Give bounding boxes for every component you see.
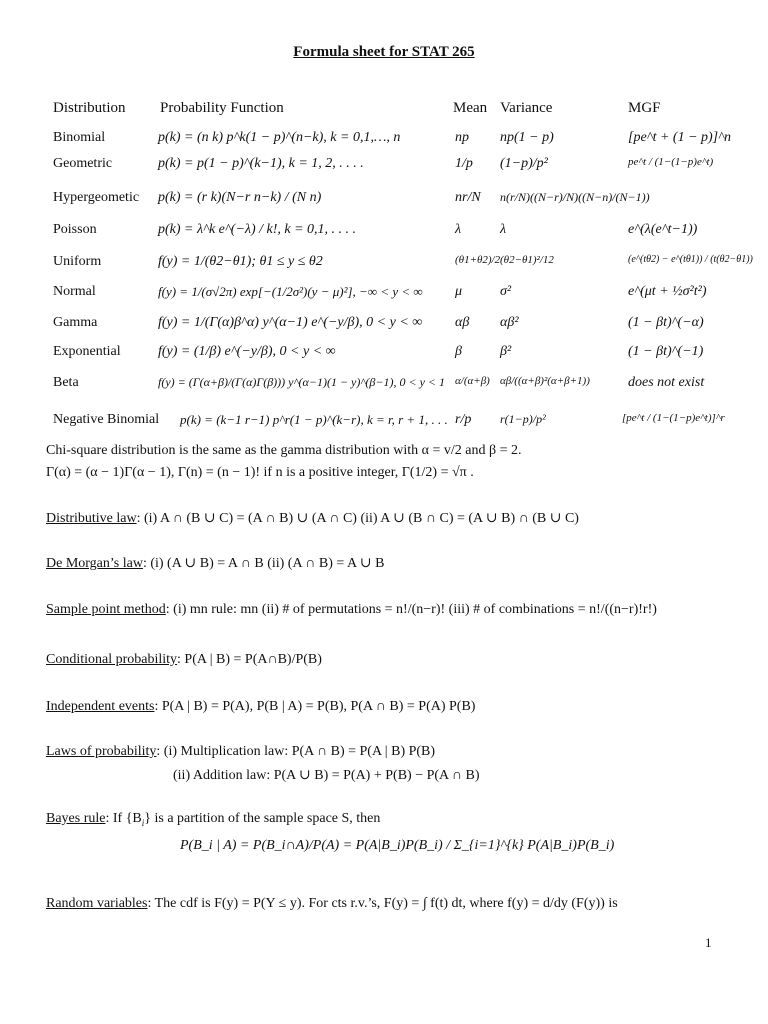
bayes-formula: P(B_i | A) = P(B_i∩A)/P(A) = P(A|B_i)P(B_i) / Σ_{i=1}^{k} P(A|B_i)P(B_i) xyxy=(180,838,615,853)
laws-of-probability xyxy=(46,744,435,760)
row-prob-beta: f(y) = (Γ(α+β)/(Γ(α)Γ(β))) y^(α−1)(1 − y)^(β−1), 0 < y < 1 xyxy=(158,375,446,389)
sample-point-method xyxy=(46,602,657,618)
row-prob-binomial: p(k) = (n k) p^k(1 − p)^(n−k), k = 0,1,…, n xyxy=(158,130,401,145)
row-mgf-poisson: e^(λ(e^t−1)) xyxy=(628,222,698,237)
header-mean: Mean xyxy=(453,100,488,116)
laws-of-probability-text: : (i) Multiplication law: P(A ∩ B) = P(A | B) P(B) xyxy=(156,744,436,759)
bayes-rule-text: : If {B xyxy=(105,811,142,826)
row-name-negative-binomial: Negative Binomial xyxy=(53,412,160,427)
row-name-exponential: Exponential xyxy=(53,344,121,359)
row-prob-poisson: p(k) = λ^k e^(−λ) / k!, k = 0,1, . . . . xyxy=(158,222,357,237)
conditional-probability-text: : P(A | B) = P(A∩B)/P(B) xyxy=(177,652,322,667)
row-prob-negative-binomial: p(k) = (k−1 r−1) p^r(1 − p)^(k−r), k = r, r + 1, . . . xyxy=(180,412,448,427)
gamma-function-note: Γ(α) = (α − 1)Γ(α − 1), Γ(n) = (n − 1)! if n is a positive integer, Γ(1/2) = √π . xyxy=(46,465,474,480)
independent-events-label: Independent events xyxy=(46,699,155,714)
row-mean-beta: α/(α+β) xyxy=(455,375,490,387)
row-mgf-gamma: (1 − βt)^(−α) xyxy=(628,315,704,330)
row-name-gamma: Gamma xyxy=(53,315,98,330)
row-mgf-binomial: [pe^t + (1 − p)]^n xyxy=(628,130,732,145)
header-probability: Probability Function xyxy=(160,100,284,116)
row-mean-normal: μ xyxy=(455,284,463,299)
page-number: 1 xyxy=(705,935,712,950)
demorgan-law-text: : (i) (A ∪ B) = A ∩ B (ii) (A ∩ B) = A ∪ B xyxy=(142,556,385,571)
row-mgf-normal: e^(μt + ½σ²t²) xyxy=(628,284,707,299)
row-name-poisson: Poisson xyxy=(53,222,97,237)
row-mgf-beta: does not exist xyxy=(628,375,705,390)
chi-square-note: Chi-square distribution is the same as the gamma distribution with α = v/2 and β = 2. xyxy=(46,443,522,458)
row-name-geometric: Geometric xyxy=(53,156,113,171)
row-variance-geometric: (1−p)/p² xyxy=(500,156,548,171)
bayes-rule-label: Bayes rule xyxy=(46,811,106,826)
row-variance-hypergeometric: n(r/N)((N−r)/N)((N−n)/(N−1)) xyxy=(500,190,650,204)
row-mgf-geometric: pe^t / (1−(1−p)e^t) xyxy=(628,156,714,168)
demorgan-law-label: De Morgan’s law xyxy=(46,556,143,571)
row-name-beta: Beta xyxy=(53,375,79,390)
row-variance-poisson: λ xyxy=(500,222,507,237)
conditional-probability xyxy=(46,652,322,668)
conditional-probability-label: Conditional probability xyxy=(46,652,178,667)
row-name-normal: Normal xyxy=(53,284,96,299)
independent-events xyxy=(46,699,475,715)
header-mgf: MGF xyxy=(628,100,661,116)
header-distribution: Distribution xyxy=(53,100,126,116)
addition-law-text: (ii) Addition law: P(A ∪ B) = P(A) + P(B) − P(A ∩ B) xyxy=(173,768,480,783)
row-mean-gamma: αβ xyxy=(455,315,470,330)
row-mean-uniform: (θ1+θ2)/2 xyxy=(455,254,501,266)
page-title: Formula sheet for STAT 265 xyxy=(293,44,475,60)
distributive-law-text: : (i) A ∩ (B ∪ C) = (A ∩ B) ∪ (A ∩ C) (ii) A ∪ (B ∩ C) = (A ∪ B) ∩ (B ∪ C) xyxy=(136,511,579,526)
row-mean-geometric: 1/p xyxy=(455,156,473,171)
random-variables-text: : The cdf is F(y) = P(Y ≤ y). For cts r.v.’s, F(y) = ∫ f(t) dt, where f(y) = d/dy (F(y)) is xyxy=(147,896,618,911)
row-mgf-negative-binomial: [pe^t / (1−(1−p)e^t)]^r xyxy=(622,412,725,424)
random-variables xyxy=(46,896,618,912)
row-mgf-exponential: (1 − βt)^(−1) xyxy=(628,344,704,359)
row-prob-normal: f(y) = 1/(σ√2π) exp[−(1/2σ²)(y − μ)²], −∞ < y < ∞ xyxy=(158,284,423,299)
row-mean-poisson: λ xyxy=(455,222,462,237)
independent-events-text: : P(A | B) = P(A), P(B | A) = P(B), P(A ∩ B) = P(A) P(B) xyxy=(154,699,476,714)
row-name-binomial: Binomial xyxy=(53,130,106,145)
bayes-rule: Bayes rule: If $\{B_i\}$ is a partition of the sample space S, then xyxy=(46,811,381,828)
row-name-hypergeometric: Hypergeometic xyxy=(53,190,140,205)
row-prob-uniform: f(y) = 1/(θ2−θ1); θ1 ≤ y ≤ θ2 xyxy=(158,254,323,269)
demorgan-law xyxy=(46,555,384,572)
header-variance: Variance xyxy=(500,100,553,116)
random-variables-label: Random variables xyxy=(46,896,148,911)
row-mgf-uniform: (e^(tθ2) − e^(tθ1)) / (t(θ2−θ1)) xyxy=(628,254,753,265)
row-prob-geometric: p(k) = p(1 − p)^(k−1), k = 1, 2, . . . . xyxy=(158,156,364,171)
sample-point-text: : (i) mn rule: mn (ii) # of permutations = n!/(n−r)! (iii) # of combinations = n!/((n−r)!r!) xyxy=(165,602,657,617)
row-mean-exponential: β xyxy=(455,344,462,359)
row-variance-normal: σ² xyxy=(500,284,512,299)
row-mean-binomial: np xyxy=(455,130,469,145)
row-prob-exponential: f(y) = (1/β) e^(−y/β), 0 < y < ∞ xyxy=(158,344,336,359)
row-mean-negative-binomial: r/p xyxy=(455,412,472,427)
distributive-law-label: Distributive law xyxy=(46,511,137,526)
laws-of-probability-label: Laws of probability xyxy=(46,744,157,759)
row-variance-binomial: np(1 − p) xyxy=(500,130,554,145)
row-name-uniform: Uniform xyxy=(53,254,102,269)
row-prob-gamma: f(y) = 1/(Γ(α)β^α) y^(α−1) e^(−y/β), 0 < y < ∞ xyxy=(158,315,423,330)
row-prob-hypergeometric: p(k) = (r k)(N−r n−k) / (N n) xyxy=(158,190,322,205)
row-variance-beta: αβ/((α+β)²(α+β+1)) xyxy=(500,375,590,387)
distributive-law xyxy=(46,510,579,527)
row-variance-uniform: (θ2−θ1)²/12 xyxy=(500,254,554,266)
row-variance-gamma: αβ² xyxy=(500,315,519,330)
sample-point-label: Sample point method xyxy=(46,602,166,617)
row-variance-exponential: β² xyxy=(500,344,512,359)
bayes-rule-text-b: } is a partition of the sample space S, then xyxy=(144,811,381,826)
row-mean-hypergeometric: nr/N xyxy=(455,190,481,205)
row-variance-negative-binomial: r(1−p)/p² xyxy=(500,412,546,426)
